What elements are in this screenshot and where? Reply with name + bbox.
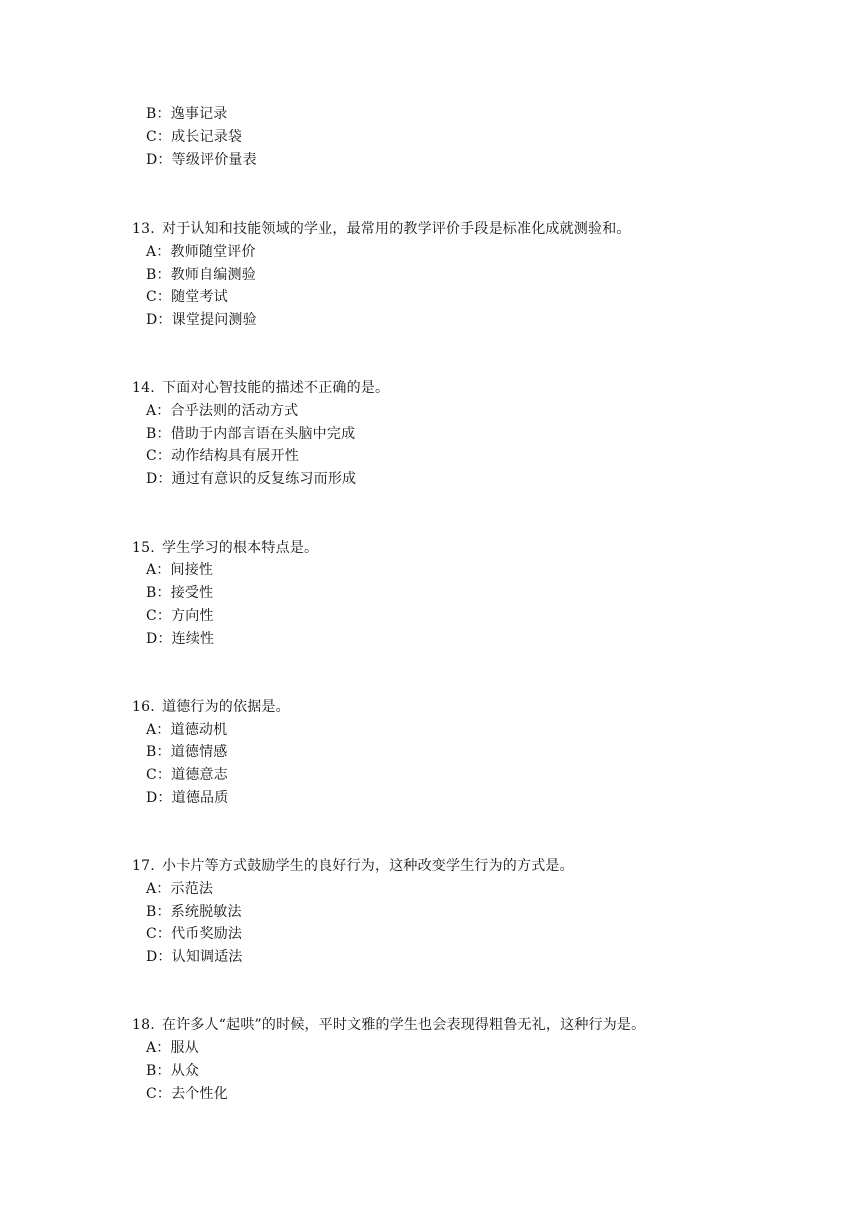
question-15 [132, 538, 318, 558]
option-line: A：合乎法则的活动方式 [146, 403, 299, 419]
option-line: B：接受性 [146, 585, 214, 601]
option-line: D：课堂提问测验 [146, 312, 257, 328]
option-line: A：示范法 [146, 881, 214, 897]
question-text: 在许多人“起哄”的时候，平时文雅的学生也会表现得粗鲁无礼，这种行为是。 [162, 1017, 646, 1033]
option-line: C：去个性化 [146, 1086, 228, 1102]
question-text: 道德行为的依据是。 [162, 699, 290, 715]
question-text: 对于认知和技能领域的学业，最常用的教学评价手段是标准化成就测验和。 [162, 221, 631, 237]
option-line: B：从众 [146, 1063, 200, 1079]
question-number: 13. [132, 221, 155, 237]
option-line: A：间接性 [146, 562, 214, 578]
option-line: C：代币奖励法 [146, 926, 243, 942]
option-line: B：逸事记录 [146, 106, 228, 122]
option-line: D：等级评价量表 [146, 152, 257, 168]
option-line: A：道德动机 [146, 722, 228, 738]
question-16 [132, 697, 290, 717]
option-line: D：通过有意识的反复练习而形成 [146, 471, 357, 487]
question-14 [132, 378, 389, 398]
option-line: C：动作结构具有展开性 [146, 448, 299, 464]
question-number: 18. [132, 1017, 155, 1033]
question-text: 学生学习的根本特点是。 [162, 540, 319, 556]
option-line: D：连续性 [146, 631, 215, 647]
option-line: B：系统脱敏法 [146, 904, 242, 920]
question-13 [132, 219, 631, 239]
option-line: A：教师随堂评价 [146, 244, 256, 260]
option-line: B：借助于内部言语在头脑中完成 [146, 426, 356, 442]
option-line: D：道德品质 [146, 790, 229, 806]
option-line: C：道德意志 [146, 767, 228, 783]
option-line: D：认知调适法 [146, 949, 243, 965]
question-number: 17. [132, 858, 155, 874]
option-line: B：道德情感 [146, 744, 228, 760]
question-17 [132, 856, 574, 876]
option-line: C：方向性 [146, 608, 214, 624]
option-line: A：服从 [146, 1040, 199, 1056]
question-number: 14. [132, 380, 155, 396]
question-text: 小卡片等方式鼓励学生的良好行为，这种改变学生行为的方式是。 [162, 858, 574, 874]
question-text: 下面对心智技能的描述不正确的是。 [162, 380, 390, 396]
option-line: C：成长记录袋 [146, 129, 243, 145]
option-line: B：教师自编测验 [146, 267, 256, 283]
question-number: 15. [132, 540, 155, 556]
option-line: C：随堂考试 [146, 289, 228, 305]
question-number: 16. [132, 699, 155, 715]
question-18 [132, 1015, 645, 1035]
